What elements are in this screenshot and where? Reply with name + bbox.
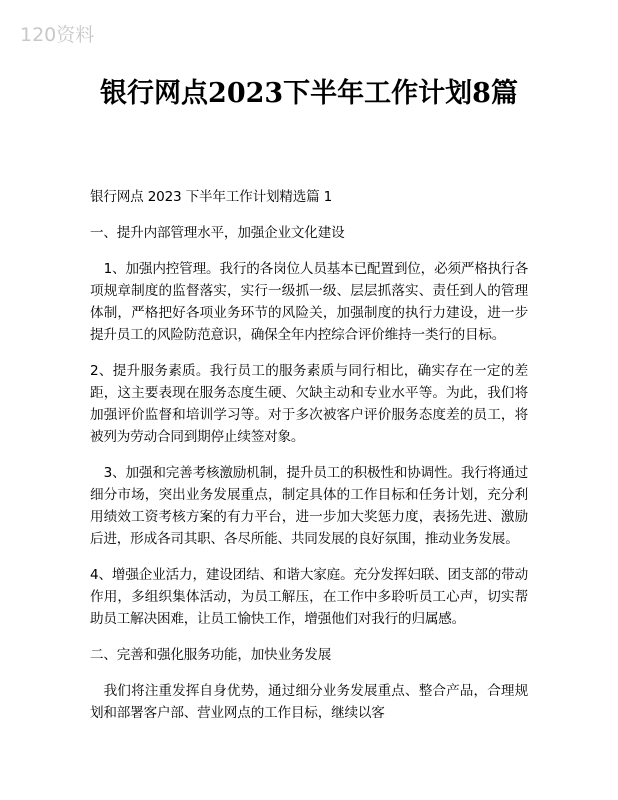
document-title: 银行网点2023下半年工作计划8篇 [100,78,518,109]
paragraph-3: 3、加强和完善考核激励机制，提升员工的积极性和协调性。我行将通过细分市场，突出业务发展重点，制定具体的工作目标和任务计划，充分利用绩效工资考核方案的有力平台，进一步加大奖惩力度，表扬先进、激励后进，形成各司其职、各尽所能、共同发展的良好氛围，推动业务发展。 [90,465,528,547]
section-1-heading: 一、提升内部管理水平，加强企业文化建设 [90,225,345,241]
paragraph-1: 1、加强内控管理。我行的各岗位人员基本已配置到位，必须严格执行各项规章制度的监督落实，实行一级抓一级、层层抓落实、责任到人的管理体制，严格把好各项业务环节的风险关，加强制度的执行力建设，进一步提升员工的风险防范意识，确保全年内控综合评价维持一类行的目标。 [90,261,528,343]
document-body [90,186,528,738]
document-subtitle: 银行网点 2023 下半年工作计划精选篇 1 [90,189,333,205]
paragraph-2: 2、提升服务素质。我行员工的服务素质与同行相比，确实存在一定的差距，这主要表现在服务态度生硬、欠缺主动和专业水平等。为此，我们将加强评价监督和培训学习等。对于多次被客户评价服务态度差的员工，将被列为劳动合同到期停止续签对象。 [90,363,528,445]
paragraph-5: 我们将注重发挥自身优势，通过细分业务发展重点、整合产品，合理规划和部署客户部、营业网点的工作目标，继续以客 [90,683,528,721]
section-2-heading: 二、完善和强化服务功能，加快业务发展 [90,647,332,663]
watermark: 120资料 [20,24,95,46]
paragraph-4: 4、增强企业活力，建设团结、和谐大家庭。充分发挥妇联、团支部的带动作用，多组织集体活动，为员工解压，在工作中多聆听员工心声，切实帮助员工解决困难，让员工愉快工作，增强他们对我行的归属感。 [90,567,528,627]
